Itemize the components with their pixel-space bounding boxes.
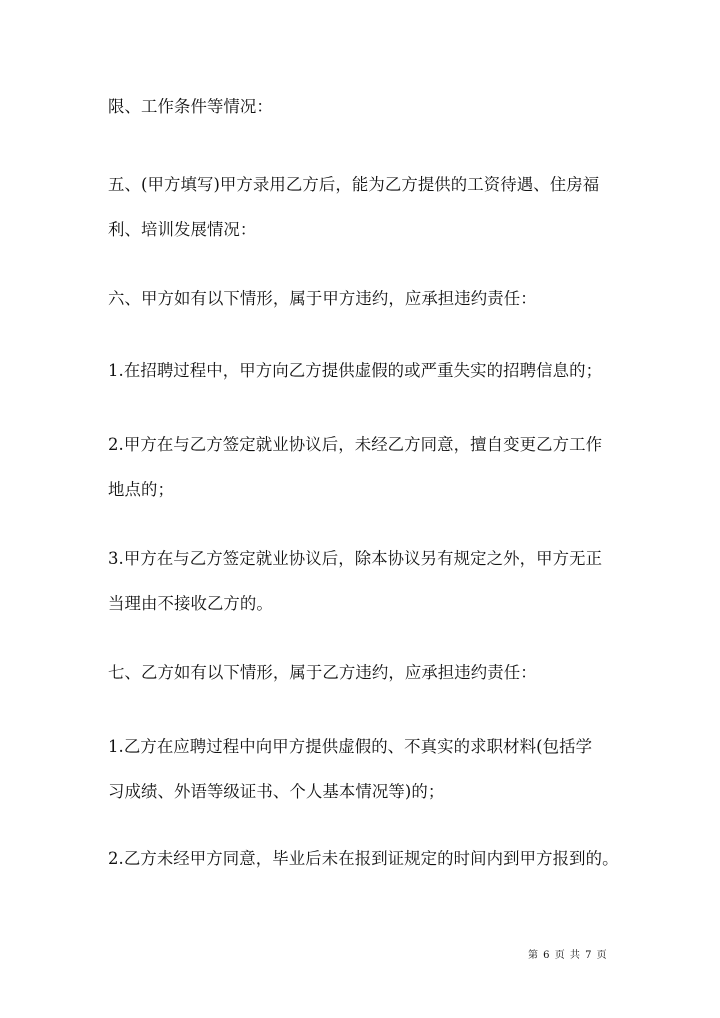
text-line: 当理由不接收乙方的。 <box>108 594 273 613</box>
text-line: 利、培训发展情况： <box>108 220 257 239</box>
text-line: 1.乙方在应聘过程中向甲方提供虚假的、不真实的求职材料(包括学 <box>108 737 593 756</box>
paragraph-section-seven <box>108 650 614 695</box>
paragraph-work-conditions <box>108 84 614 129</box>
paragraph-six-item-2 <box>108 422 614 512</box>
text-line: 七、乙方如有以下情形，属于乙方违约，应承担违约责任： <box>108 663 537 682</box>
paragraph-six-item-1 <box>108 348 614 393</box>
text-line: 1.在招聘过程中，甲方向乙方提供虚假的或严重失实的招聘信息的； <box>108 361 603 380</box>
paragraph-section-six <box>108 276 614 321</box>
page-number-footer: 第 6 页 共 7 页 <box>528 950 608 961</box>
text-line: 2.甲方在与乙方签定就业协议后，未经乙方同意，擅自变更乙方工作 <box>108 435 603 454</box>
text-line: 地点的； <box>108 480 174 499</box>
text-line: 六、甲方如有以下情形，属于甲方违约，应承担违约责任： <box>108 289 537 308</box>
text-line: 3.甲方在与乙方签定就业协议后，除本协议另有规定之外，甲方无正 <box>108 549 603 568</box>
text-line: 2.乙方未经甲方同意，毕业后未在报到证规定的时间内到甲方报到的。 <box>108 849 619 868</box>
text-line: 限、工作条件等情况： <box>108 97 273 116</box>
text-line: 习成绩、外语等级证书、个人基本情况等)的； <box>108 782 445 801</box>
paragraph-section-five <box>108 162 614 252</box>
paragraph-six-item-3 <box>108 536 614 626</box>
text-line: 五、(甲方填写)甲方录用乙方后，能为乙方提供的工资待遇、住房福 <box>108 175 600 194</box>
paragraph-seven-item-2 <box>108 836 619 881</box>
paragraph-seven-item-1 <box>108 724 614 814</box>
